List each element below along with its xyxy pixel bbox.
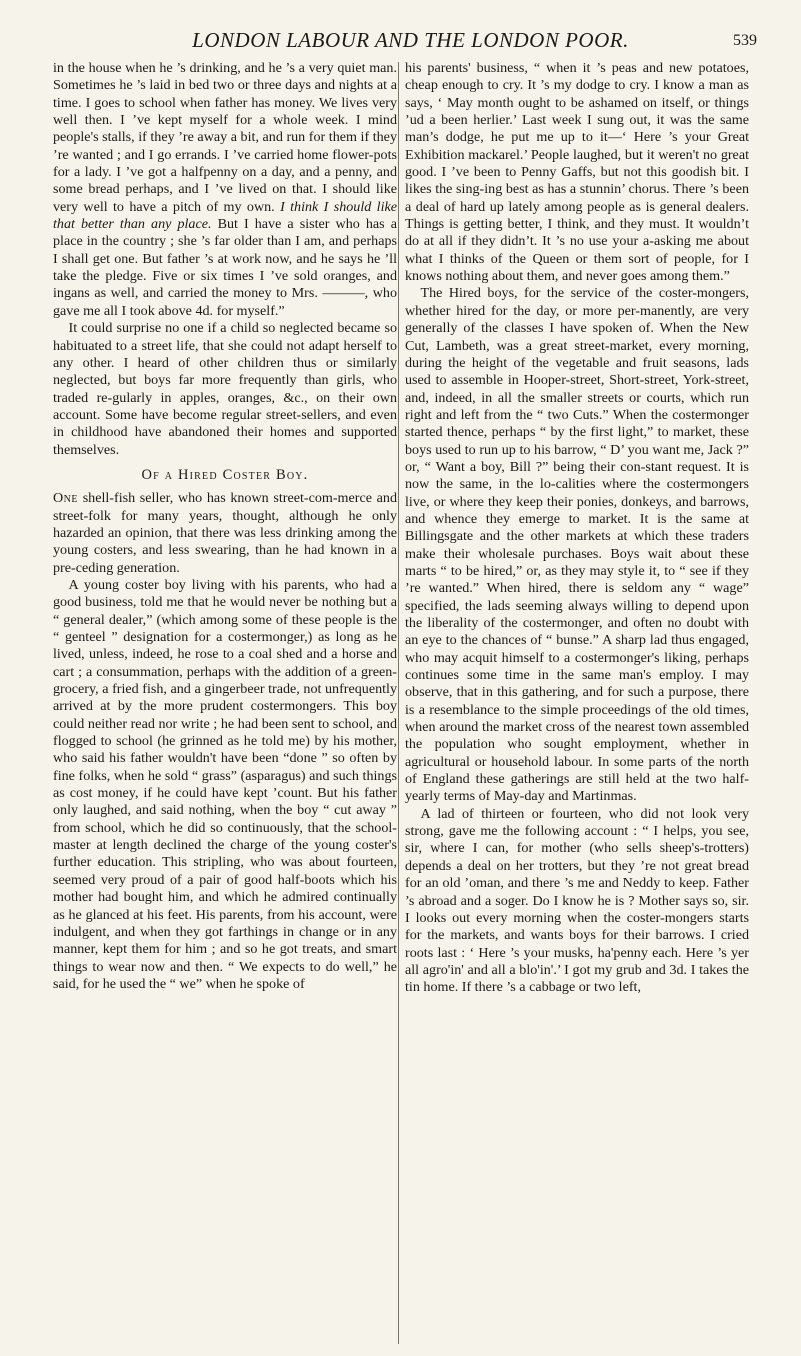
section-heading: Of a Hired Coster Boy.	[141, 466, 309, 483]
paragraph-text: But I have a sister who has a place in the country ; she ’s far older than I am, and perhaps I shall get one. But father ’s at work now, and he says he ’ll take the pledge. Five or six times I ’ve sold oranges, and ingans as well, and carried the money to Mrs. ———, who gave me all I took above 4d. for myself.”	[53, 216, 397, 319]
italic-text: I think I should like that better than any place.	[53, 198, 398, 233]
paragraph	[53, 60, 397, 320]
page-header	[58, 28, 763, 58]
paragraph: his parents' business, “ when it ’s peas and new potatoes, cheap enough to cry. It ’s my dodge to cry. I know a man as says, ‘ May month ought to be ashamed on itself, or things ’ud a been herlier.’ Last week I sung out, it was the same man’s dodge, he put me up to it—‘ Here ’s your Great Exhibition mackarel.’ People laughed, but it weren't no great good. I ’ve been to Penny Gaffs, but not this goodish bit. I likes the sing-ing best as has a stunnin’ chorus. There ’s been a deal of hard up lately among people as is general dealers. Things is getting better, I think, and they must. It wouldn’t do at all if they didn’t. It ’s no use your a-asking me about what I thinks of the Queen or them sort of people, for I knows nothing about them, and never goes among them.”	[405, 60, 749, 285]
paragraph: It could surprise no one if a child so neglected became so habituated to a street life, that she could not adapt herself to any other. I heard of other children thus or similarly neglected, but boys far more frequently than girls, who traded re-gularly in apples, oranges, &c., on their own account. Some have become regular street-sellers, and even in childhood have abandoned their homes and supported themselves.	[53, 320, 397, 458]
right-column	[405, 60, 749, 997]
paragraph: A young coster boy living with his parents, who had a good business, told me that he would never be nothing but a “ general dealer,” (which among some of these people is the “ genteel ” designation for a costermonger,) as long as he lived, unless, indeed, he rose to a coal shed and a horse and cart ; a consummation, perhaps with the addition of a green-grocery, a fried fish, and a gingerbeer trade, not unfrequently arrived at by the more prudent costermongers. This boy could neither read nor write ; he had been sent to school, and flogged to school (he grinned as he told me) by his mother, who said his father wouldn't have been “done ” so often by fine folks, when he sold “ grass” (asparagus) and such things as cost money, if he could have kept ’count. But his father only laughed, and said nothing, when the boy “ cut away ” from school, which he did so continuously, that the school-master at length declined the charge of the young coster's further education. This stripling, who was about fourteen, seemed very proud of a pair of good half-boots which his mother had bought him, and which he admired continually as he glanced at his feet. His parents, from his account, were indulgent, and when they got farthings in change or in any manner, kept them for him ; and so he got treats, and smart things to wear now and then. “ We expects to do well,” he said, for he used the “ we” when he spoke of	[53, 576, 397, 992]
paragraph-text: in the house when he ’s drinking, and he ’s a very quiet man. Sometimes he ’s laid in bed two or three days and nights at a time. I goes to school when father has money. We lives very well then. I ’ve kept myself for a whole week. I mind people's stalls, if they ’re away a bit, and run for them if they ’re wanted ; and I go errands. I ’ve carried home flower-pots for a lady. I ’ve got a halfpenny on a day, and a penny, and some bread perhaps, and I ’ve lived on that. I should like very well to have a pitch of my own.	[53, 60, 397, 215]
paragraph	[53, 490, 397, 577]
column-divider	[398, 62, 399, 1344]
paragraph: The Hired boys, for the service of the coster-mongers, whether hired for the day, or more per-manently, are very generally of the classes I have spoken of. When the New Cut, Lambeth, was a great street-market, every morning, during the height of the vegetable and fruit seasons, lads used to assemble in Hooper-street, Short-street, York-street, and, indeed, in all the smaller streets or courts, which run right and left from the “ two Cuts.” When the costermonger started thence, perhaps “ by the first light,” to market, these boys used to run up to his barrow, “ D’ you want me, Jack ?” or, “ Want a boy, Bill ?” being their con-stant request. It is now the same, in the lo-calities where the costermongers live, or where they keep their ponies, donkeys, and barrows, and whence they emerge to market. It is the same at Billingsgate and the other markets at which these traders make their wholesale purchases. Boys wait about these marts “ to be hired,” or, as they may style it, to “ see if they ’re wanted.” When hired, there is seldom any “ wage” specified, the lads seeming always willing to depend upon the liberality of the costermonger, and often no doubt with an eye to the chances of “ bunse.” A sharp lad thus engaged, who may acquit himself to a costermonger's liking, perhaps continues some time in the same man's employ. I may observe, that in this gathering, and for such a purpose, there is a resemblance to the simple proceedings of the old times, when around the market cross of the nearest town assembled the population who sought employment, whether in agricultural or household labour. In some parts of the north of England these gatherings are still held at the two half-yearly terms of May-day and Martinmas.	[405, 285, 749, 805]
running-title: LONDON LABOUR AND THE LONDON POOR.	[192, 28, 629, 52]
lead-word: One	[53, 490, 79, 507]
paragraph: A lad of thirteen or fourteen, who did not look very strong, gave me the following account : “ I helps, you see, sir, where I can, for mother (who sells sheep's-trotters) depends a deal on her trotters, but they ’re not great bread for an old ’oman, and there ’s me and Neddy to keep. Father ’s abroad and a soger. Do I know he is ? Mother says so, sir. I looks out every morning when the coster-mongers starts for the markets, and wants boys for their barrows. I cried roots last : ‘ Here ’s your musks, ha'penny each. Here ’s yer all agro'in' and all a blo'in'.’ I got my grub and 3d. I takes the tin home. If there ’s a cabbage or two left,	[405, 805, 749, 996]
left-column	[53, 60, 397, 993]
paragraph-text: shell-fish seller, who has known street-com-merce and street-folk for many years, thought, although he only hazarded an opinion, that there was less drinking among the young costers, and less swearing, than he had known in a pre-ceding generation.	[53, 490, 397, 576]
page-number: 539	[733, 32, 757, 49]
